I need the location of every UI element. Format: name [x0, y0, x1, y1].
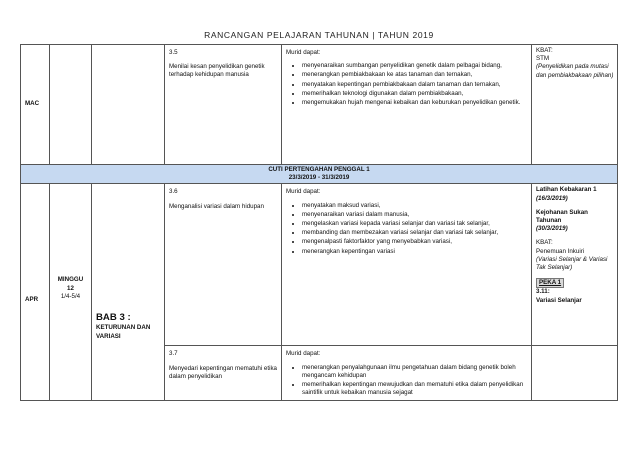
objectives-list — [286, 202, 528, 256]
week-number: 12 — [67, 284, 74, 292]
objectives-list — [286, 364, 528, 398]
list-item: • mengenalpasti faktorfaktor yang menyebabkan variasi, — [302, 238, 528, 246]
break-title: CUTI PERTENGAHAN PENGGAL 1 — [268, 166, 370, 173]
kbat-item: Penemuan Inkuiri — [536, 247, 585, 255]
list-item: • memerihalkan teknologi digunakan dalam pembiakbakaan, — [302, 90, 528, 98]
subtopic-number: 3.6 — [169, 188, 178, 196]
list-item: • membanding dan membezakan variasi selanjar dan variasi tak selanjar, — [302, 229, 528, 237]
list-item: • mengemukakan hujah mengenai kebaikan dan keburukan penyelidikan genetik. — [302, 99, 528, 107]
week-cell — [50, 45, 92, 165]
month-label: MAC — [25, 100, 40, 108]
subtopic-number: 3.7 — [169, 350, 178, 358]
list-item: • menyatakan maksud variasi, — [302, 202, 528, 210]
subtopic-number: 3.5 — [169, 49, 178, 56]
objectives-list — [286, 62, 528, 107]
latihan-title: Latihan Kebakaran 1 — [536, 186, 597, 194]
week-dates: 1/4-5/4 — [60, 292, 81, 300]
notes-cell — [532, 346, 618, 401]
month-label: APR — [25, 296, 39, 304]
lesson-plan-table — [20, 44, 618, 401]
chapter-cell — [92, 45, 165, 165]
table-row-apr — [21, 184, 618, 346]
latihan-date: (16/3/2019) — [536, 194, 568, 202]
notes-cell — [532, 45, 618, 165]
list-item: • menyenaraikan sumbangan penyelidikan genetik dalam pelbagai bidang, — [302, 62, 528, 70]
chapter-cell — [92, 184, 165, 401]
sukan-date: (30/3/2019) — [536, 225, 568, 233]
subtopic-text: Menganalisi variasi dalam hidupan — [169, 202, 264, 210]
chapter-title: KETURUNAN DAN VARIASI — [96, 324, 151, 340]
list-item: • menyatakan kepentingan pembiakbakaan dalam tanaman dan ternakan, — [302, 81, 528, 89]
subtopic-cell — [165, 45, 282, 165]
list-item: • menyenaraikan variasi dalam manusia, — [302, 211, 528, 219]
peka-badge: PEKA 1 — [536, 278, 564, 288]
week-label: MINGGU — [57, 276, 84, 284]
break-cell — [21, 165, 618, 184]
list-item: • memerihalkan kepentingan mewujudkan dan mematuhi etika dalam penyelidikan saintifik untuk kebaikan manusia sejagat — [302, 381, 528, 397]
peka-code: 3.11: — [536, 288, 550, 296]
notes-cell — [532, 184, 618, 346]
list-item: • mengelaskan variasi kepada variasi selanjar dan variasi tak selanjar, — [302, 220, 528, 228]
table-row-break — [21, 165, 618, 184]
break-dates: 23/3/2019 - 31/3/2019 — [288, 174, 350, 182]
chapter-code: BAB 3 : — [96, 312, 131, 324]
objectives-lead: Murid dapat: — [286, 350, 321, 358]
objectives-lead: Murid dapat: — [286, 49, 321, 56]
subtopic-text: Menyedari kepentingan mematuhi etika dalam penyelidikan — [169, 364, 278, 380]
notes-detail: (Penyelidikan pada mutasi dan pembiakbakaan pilihan) — [536, 63, 614, 79]
month-cell — [21, 45, 50, 165]
subtopic-cell — [165, 184, 282, 346]
subtopic-cell — [165, 346, 282, 401]
objectives-cell — [282, 184, 532, 346]
objectives-cell — [282, 45, 532, 165]
list-item: • menerangkan penyalahgunaan ilmu pengetahuan dalam bidang genetik boleh mengancam kehidupan — [302, 364, 528, 380]
objectives-lead: Murid dapat: — [286, 188, 321, 196]
week-cell — [50, 184, 92, 401]
month-cell — [21, 184, 50, 401]
sukan-title: Kejohanan Sukan Tahunan — [536, 208, 588, 225]
list-item: • menerangkan kepentingan variasi — [302, 248, 528, 256]
kbat-label: KBAT: — [536, 239, 553, 247]
stm-label: STM — [536, 55, 550, 63]
kbat-label: KBAT: — [536, 47, 553, 54]
page-header: RANCANGAN PELAJARAN TAHUNAN | TAHUN 2019 — [204, 30, 434, 40]
kbat-detail: (Variasi Selanjar & Variasi Tak Selanjar) — [536, 255, 608, 272]
subtopic-text: Menilai kesan penyelidikan genetik terhadap kehidupan manusia — [169, 63, 265, 79]
objectives-cell — [282, 346, 532, 401]
list-item: • menerangkan pembiakbakaan ke atas tanaman dan ternakan, — [302, 71, 528, 79]
table-row-mac — [21, 45, 618, 165]
peka-title: Variasi Selanjar — [536, 296, 582, 304]
